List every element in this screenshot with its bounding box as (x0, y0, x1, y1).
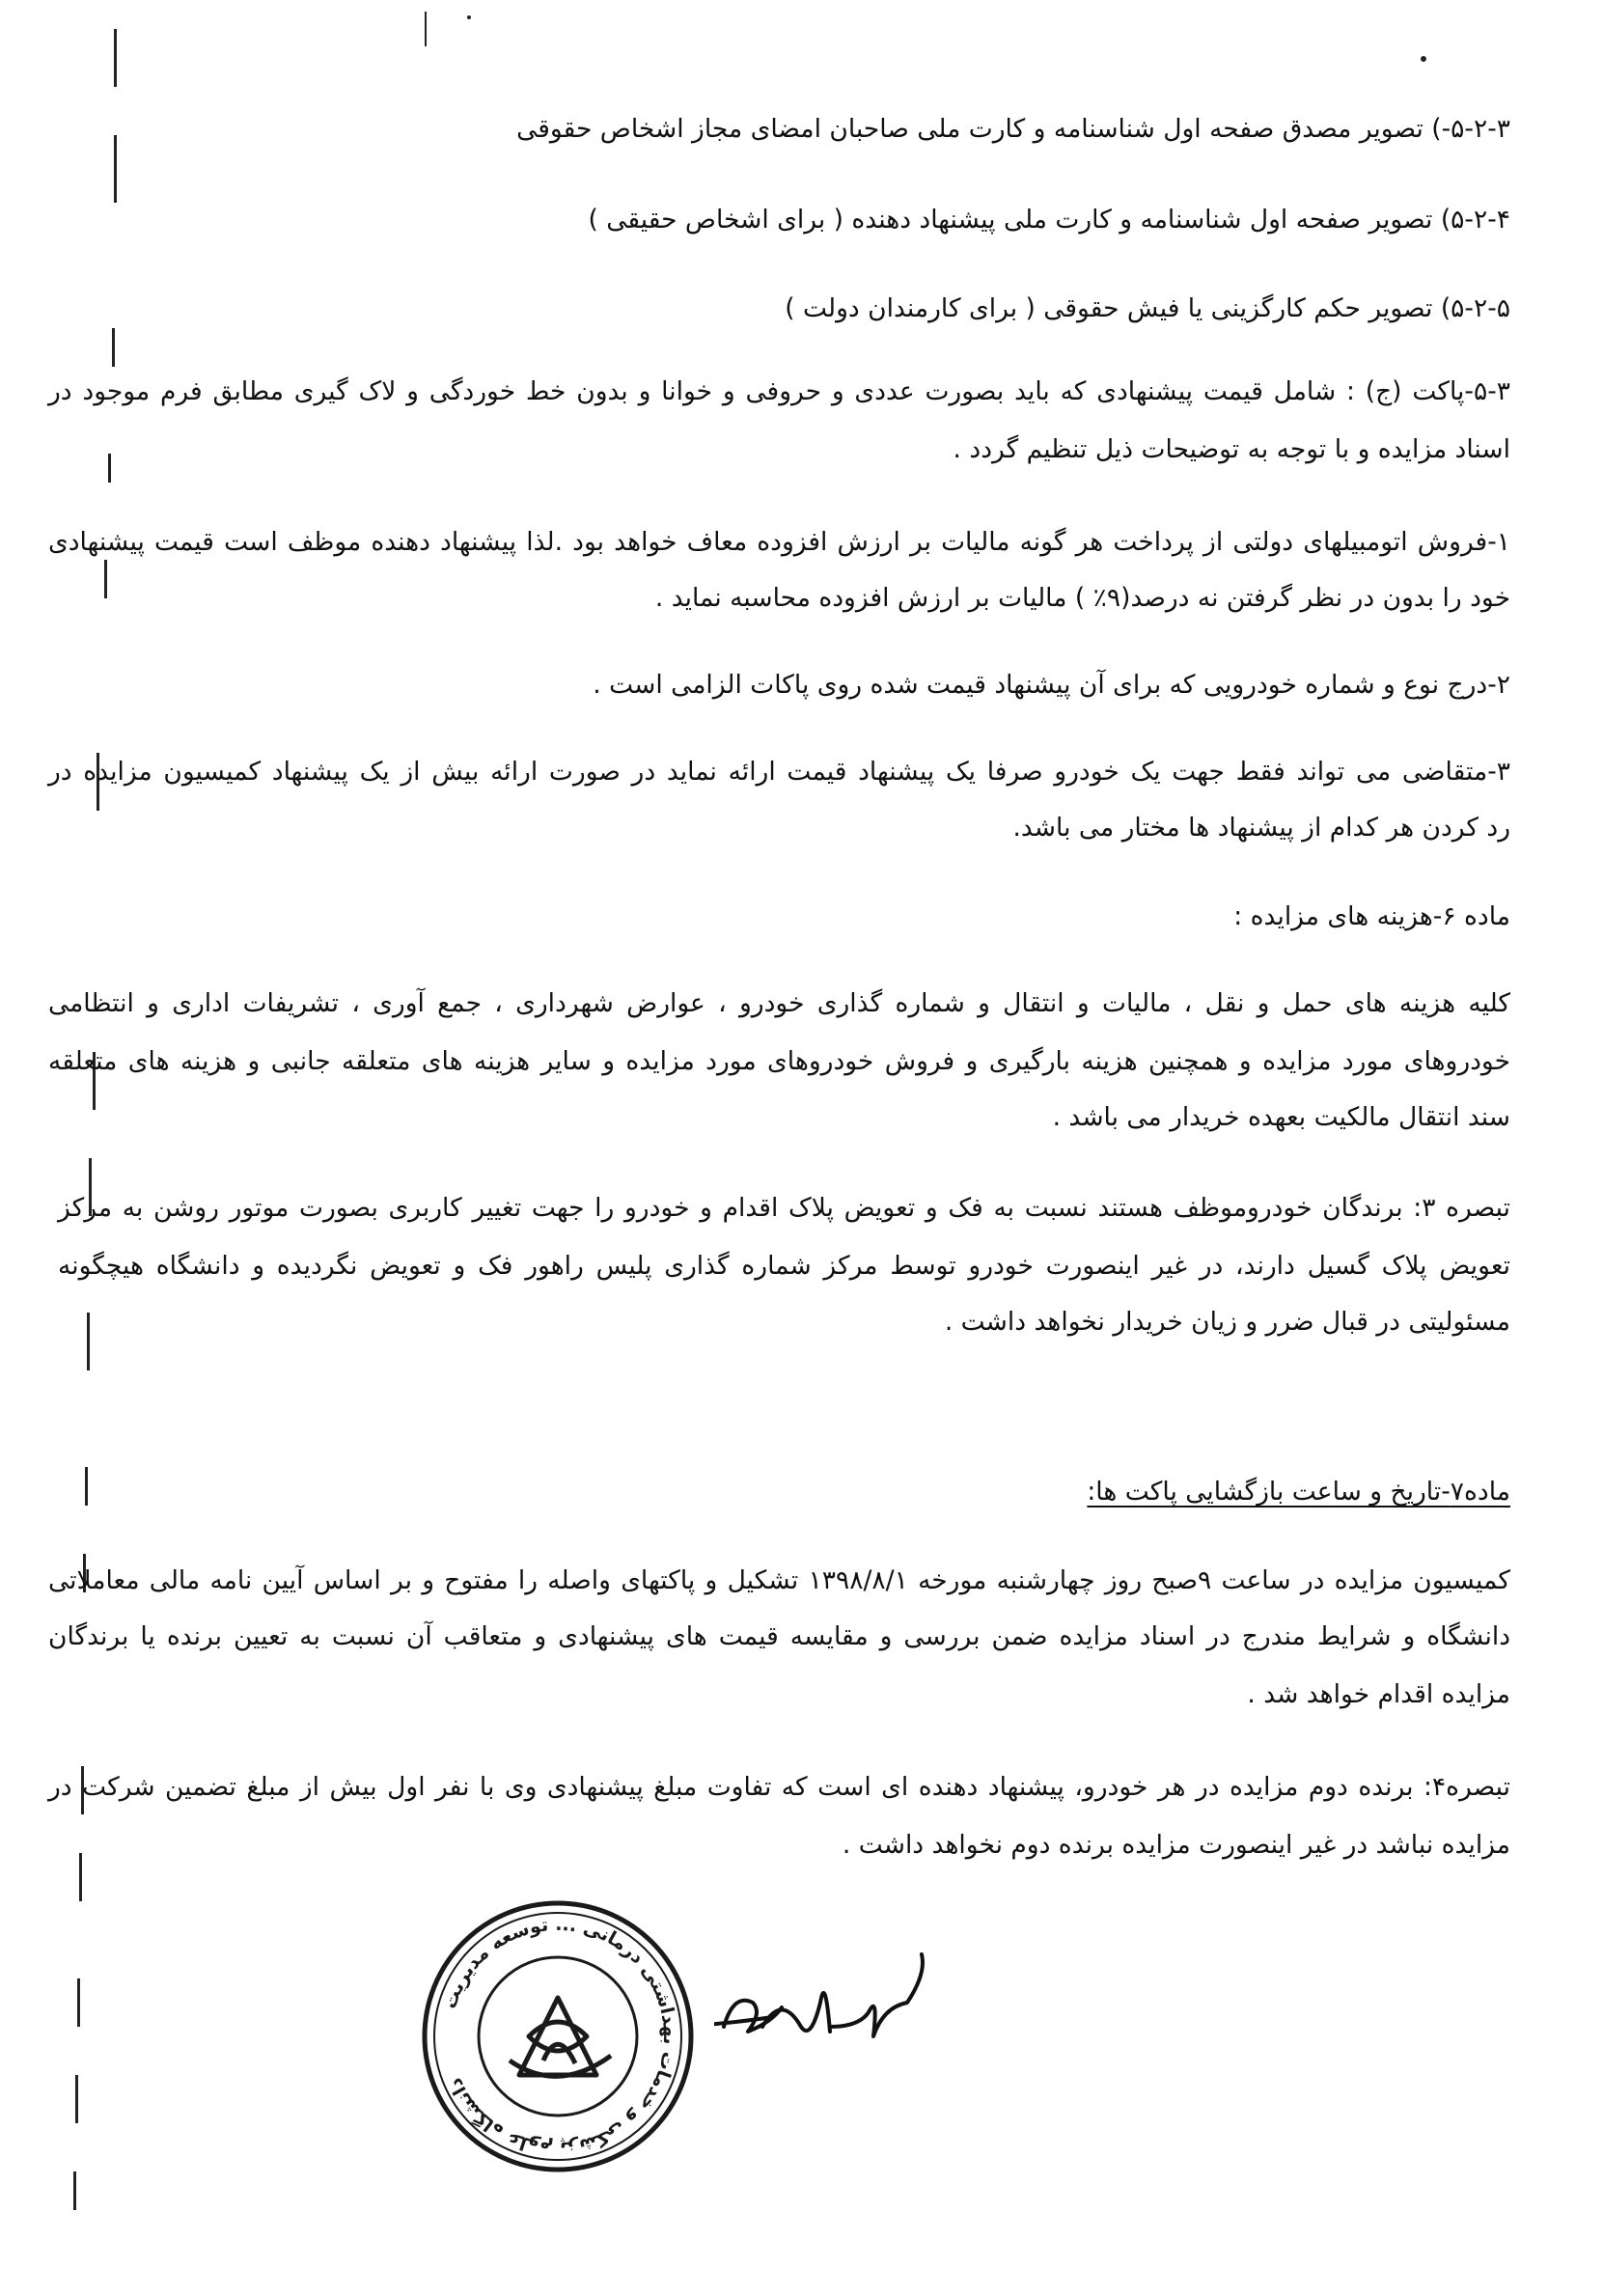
article-6-heading: ماده ۶-هزینه های مزایده : (1233, 901, 1510, 931)
note-1-line-2: خود را بدون در نظر گرفتن نه درصد(۹٪ ) مالیات بر ارزش افزوده محاسبه نماید . (654, 583, 1510, 613)
article-7-line-2: دانشگاه و شرایط مندرج در اسناد مزایده ضمن بررسی و مقایسه قیمت های پیشنهادی و متعاقب آن نسبت به تعیین برنده یا برندگان (48, 1621, 1510, 1651)
scan-margin-mark (425, 12, 427, 46)
note-1-line-1: ۱-فروش اتومبیلهای دولتی از پرداخت هر گونه مالیات بر ارزش افزوده معاف خواهد بود .لذا پیشنهاد دهنده موظف است قیمت پیشنهادی (48, 527, 1510, 557)
article-7-line-3: مزایده اقدام خواهد شد . (1247, 1679, 1510, 1709)
note-3-tabsareh-line-3: مسئولیتی در قبال ضرر و زیان خریدار نخواهد داشت . (944, 1307, 1510, 1337)
article-7-line-1: کمیسیون مزایده در ساعت ۹صبح روز چهارشنبه مورخه ۱۳۹۸/۸/۱ تشکیل و پاکتهای واصله را مفتوح و بر اساس آیین نامه مالی معاملاتی (48, 1565, 1510, 1595)
note-3-line-1: ۳-متقاضی می تواند فقط جهت یک خودرو صرفا یک پیشنهاد قیمت ارائه نماید در صورت ارائه بیش از یک پیشنهاد کمیسیون مزایده در (48, 757, 1510, 787)
note-3-tabsareh-line-1: تبصره ۳: برندگان خودروموظف هستند نسبت به فک و تعویض پلاک اقدام و خودرو را جهت تغییر کاربری بصورت موتور روشن به مرکز (58, 1193, 1510, 1223)
article-6-line-1: کلیه هزینه های حمل و نقل ، مالیات و انتقال و شماره گذاری خودرو ، عوارض شهرداری ، جمع آوری ، تشریفات اداری و انتظامی (48, 988, 1510, 1018)
article-7-heading (63, 1473, 1510, 1511)
item-5-2-4: ۵-۲-۴) تصویر صفحه اول شناسنامه و کارت ملی پیشنهاد دهنده ( برای اشخاص حقیقی ) (588, 205, 1510, 235)
scan-margin-mark (77, 1978, 80, 2027)
article-7-heading-text: ماده۷-تاریخ و ساعت بازگشایی پاکت ها: (1087, 1477, 1510, 1507)
scan-margin-mark (75, 2075, 78, 2123)
scan-margin-mark (112, 328, 115, 367)
item-5-3-line-2: اسناد مزایده و با توجه به توضیحات ذیل تنظیم گردد . (953, 434, 1510, 464)
item-5-2-5: ۵-۲-۵) تصویر حکم کارگزینی یا فیش حقوقی ( برای کارمندان دولت ) (785, 293, 1510, 323)
note-2: ۲-درج نوع و شماره خودرویی که برای آن پیشنهاد قیمت شده روی پاکات الزامی است . (593, 670, 1510, 700)
seal-text: دانشگاه علوم پزشکی و خدمات بهداشتی درمانی ... توسعه مدیریت (438, 1913, 681, 2160)
note-4-line-2: مزایده نباشد در غیر اینصورت مزایده برنده دوم نخواهد داشت . (842, 1830, 1510, 1860)
article-6-line-2: خودروهای مورد مزایده و همچنین هزینه بارگیری و فروش خودروهای مورد مزایده و سایر هزینه های متعلقه جانبی و هزینه های متعلقه (48, 1046, 1510, 1076)
scan-margin-mark (114, 29, 117, 87)
svg-text:دانشگاه علوم پزشکی و خدمات بهد (439, 1914, 680, 2159)
note-3-line-2: رد کردن هر کدام از پیشنهاد ها مختار می باشد. (1012, 813, 1510, 843)
article-6-line-3: سند انتقال مالکیت بعهده خریدار می باشد . (1052, 1102, 1510, 1132)
scan-margin-mark (73, 2172, 76, 2210)
item-5-2-3: ۵-۲-۳-) تصویر مصدق صفحه اول شناسنامه و کارت ملی صاحبان امضای مجاز اشخاص حقوقی (516, 114, 1510, 144)
item-5-3-line-1: ۵-۳-پاکت (ج) : شامل قیمت پیشنهادی که باید بصورت عددی و حروفی و خوانا و بدون خط خوردگی و لاک گیری مطابق فرم موجود در (48, 376, 1510, 406)
note-4-line-1: تبصره۴: برنده دوم مزایده در هر خودرو، پیشنهاد دهنده ای است که تفاوت مبلغ پیشنهادی وی با نفر اول بیش از مبلغ تضمین شرکت در (48, 1772, 1510, 1802)
scan-speck (1421, 56, 1426, 62)
official-seal (413, 1892, 703, 2181)
handwritten-signature (714, 1935, 946, 2080)
scan-speck (467, 15, 471, 19)
note-3-tabsareh-line-2: تعویض پلاک گسیل دارند، در غیر اینصورت خودرو توسط مرکز شماره گذاری پلیس راهور فک و تعویض نگردیده و دانشگاه هیچگونه (58, 1251, 1510, 1281)
